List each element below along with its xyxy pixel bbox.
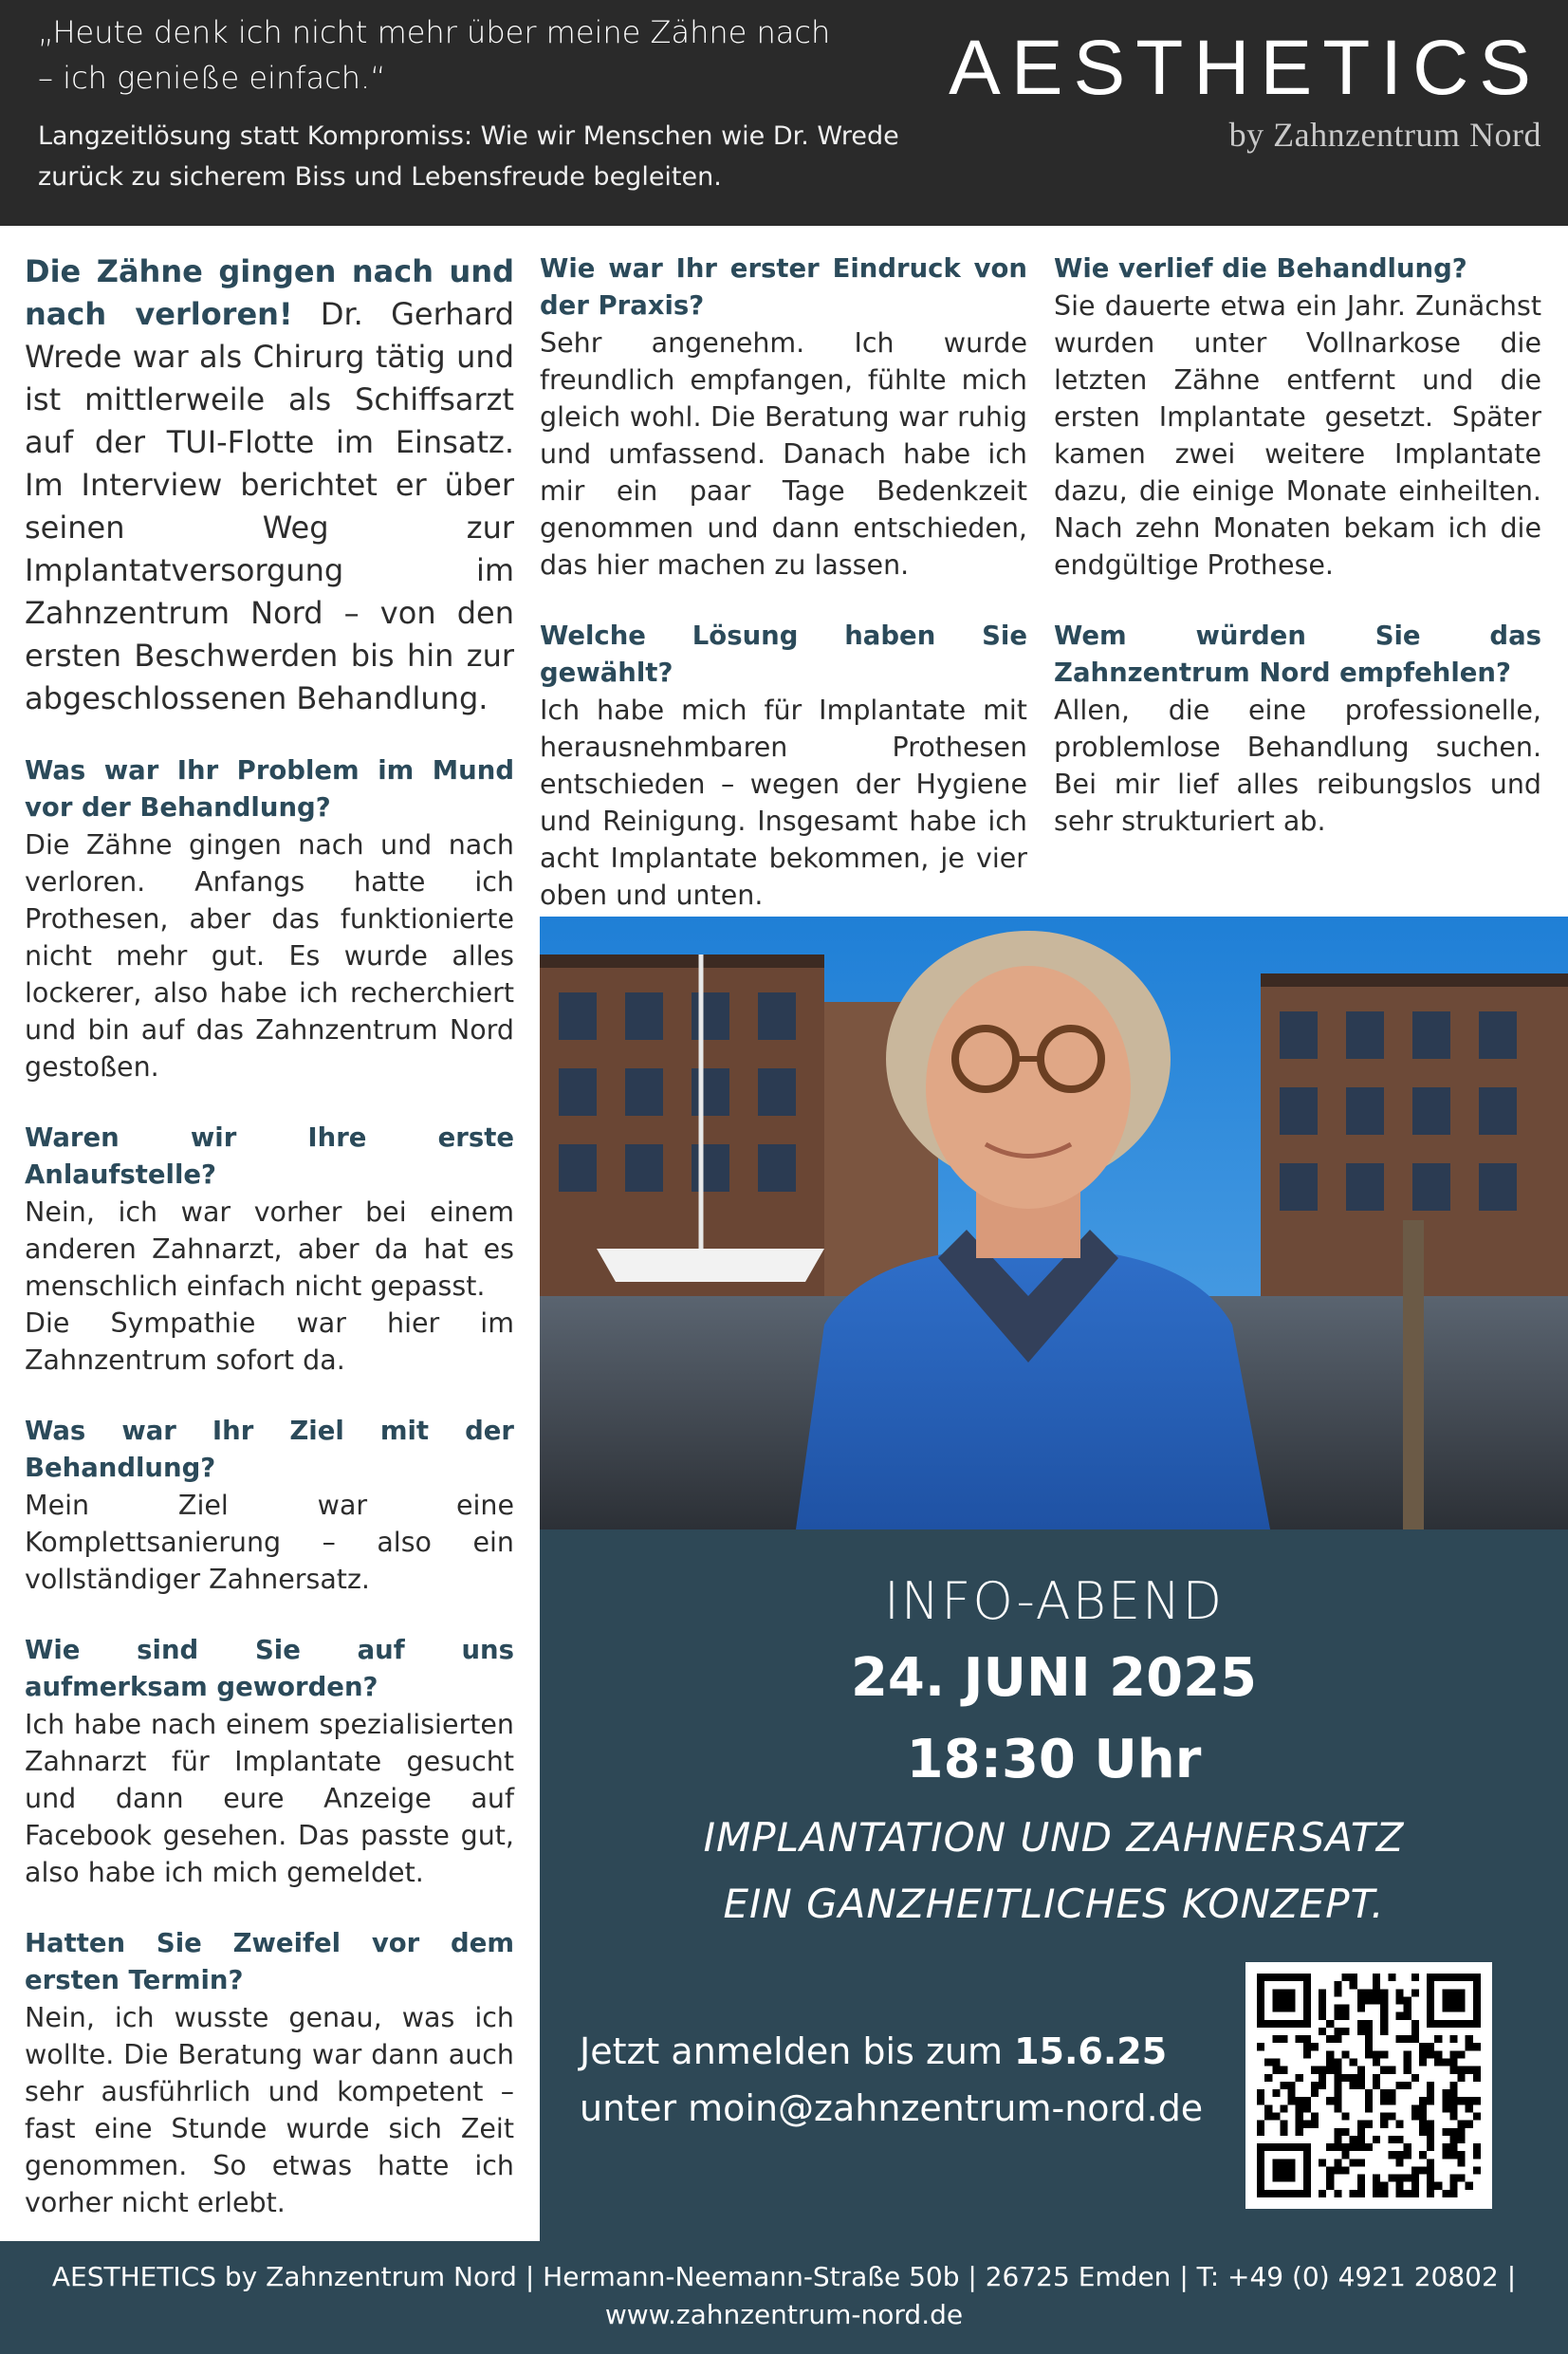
answer: Sie dauerte etwa ein Jahr. Zunächst wurden unter Vollnarkose die letzten Zähne entfernt und die ersten Implantate gesetzt. Später kamen zwei weitere Implantate dazu, die einige Monate einheilten. Nach zehn Monaten bekam ich die endgültige Prothese. [1054,290,1541,581]
answer: Ich habe nach einem spezialisierten Zahnarzt für Implantate gesucht und dann eure Anzeige auf Facebook gesehen. Das passte gut, also habe ich mich gemeldet. [25,1709,514,1888]
intro-lead: Die Zähne gingen nach und nach verloren! [25,253,514,332]
answer: Nein, ich wusste genau, was ich wollte. Die Beratung war dann auch sehr ausführlich und kompetent – fast eine Stunde wurde sich Zeit genommen. So etwas hatte ich vorher nicht erlebt. [25,2002,514,2218]
header-banner [0,0,1568,226]
info-topic-line-1: IMPLANTATION UND ZAHNERSATZ [703,1814,1405,1861]
portrait-illustration [540,917,1568,1529]
info-evening-panel [540,1529,1568,2241]
registration-prefix: Jetzt anmelden bis zum [580,2030,1015,2072]
question: Hatten Sie Zweifel vor dem ersten Termin? [25,1928,514,1995]
question: Wie war Ihr erster Eindruck von der Praxis? [540,253,1027,321]
qr-code-icon[interactable] [1245,1962,1492,2209]
subline-line-2: zurück zu sicherem Biss und Lebensfreude begleiten. [38,162,722,192]
brand-logo [949,23,1541,155]
registration-email[interactable]: unter moin@zahnzentrum-nord.de [580,2087,1204,2129]
qa-block [25,1120,514,1379]
qa-block [1054,618,1541,840]
brand-title: AESTHETICS [949,25,1541,111]
answer: Allen, die eine professionelle, problemlose Behandlung suchen. Bei mir lief alles reibungslos und sehr strukturiert ab. [1054,695,1541,837]
question: Waren wir Ihre erste Anlaufstelle? [25,1122,514,1190]
brand-subtitle: by Zahnzentrum Nord [1228,116,1541,154]
headline-quote [38,9,892,101]
registration-date: 15.6.25 [1014,2030,1168,2072]
answer: Die Sympathie war hier im Zahnzentrum sofort da. [25,1307,514,1376]
answer: Sehr angenehm. Ich wurde freundlich empfangen, fühlte mich gleich wohl. Die Beratung war ruhig und umfassend. Danach habe ich mir ein paar Tage Bedenkzeit genommen und dann entschieden, das hier machen zu lassen. [540,327,1027,581]
qr-code-graphic [1257,1974,1481,2197]
intro-text: Dr. Gerhard Wrede war als Chirurg tätig und ist mittlerweile als Schiffsarzt auf der TUI-Flotte im Einsatz. Im Interview berichtet er über seinen Weg zur Implantatversorgung im Zahnzentrum Nord – von den ersten Beschwerden bis hin zur abgeschlossenen Behandlung. [25,296,514,716]
subline-line-1: Langzeitlösung statt Kompromiss: Wie wir Menschen wie Dr. Wrede [38,121,899,151]
article-column-3 [1054,250,1541,874]
question: Was war Ihr Problem im Mund vor der Behandlung? [25,755,514,823]
registration-deadline [580,2023,1203,2080]
article-column-2 [540,250,1027,948]
footer-contact [0,2241,1568,2354]
qa-block [25,1413,514,1598]
info-topic-line-2: EIN GANZHEITLICHES KONZEPT. [723,1881,1385,1927]
footer-website[interactable]: www.zahnzentrum-nord.de [604,2299,964,2330]
answer: Mein Ziel war eine Komplettsanierung – also ein vollständiger Zahnersatz. [25,1490,514,1595]
info-title: INFO-ABEND [883,1571,1225,1631]
registration-info [580,2023,1203,2137]
answer: Nein, ich war vorher bei einem anderen Zahnarzt, aber da hat es menschlich einfach nicht gepasst. [25,1196,514,1302]
qa-block [25,1925,514,2221]
qa-block [1054,250,1541,584]
quote-line-2: – ich genieße einfach.“ [38,60,386,96]
qa-block [25,1632,514,1891]
question: Wie sind Sie auf uns aufmerksam geworden? [25,1635,514,1702]
footer-address: AESTHETICS by Zahnzentrum Nord | Hermann-Neemann-Straße 50b | 26725 Emden | T: +49 (0) 4921 20802 | [51,2261,1517,2292]
qa-block [540,250,1027,584]
article-intro [25,250,514,720]
info-date: 24. JUNI 2025 [850,1647,1258,1709]
headline-subline [38,116,949,197]
article-column-1 [25,250,514,2255]
question: Wem würden Sie das Zahnzentrum Nord empfehlen? [1054,621,1541,688]
qa-block [25,752,514,1085]
portrait-photo [540,917,1568,1529]
answer: Die Zähne gingen nach und nach verloren. Anfangs hatte ich Prothesen, aber das funktionierte nicht mehr gut. Es wurde alles lockerer, also habe ich recherchiert und bin auf das Zahnzentrum Nord gestoßen. [25,829,514,1083]
question: Was war Ihr Ziel mit der Behandlung? [25,1416,514,1483]
qa-block [540,618,1027,914]
quote-line-1: „Heute denk ich nicht mehr über meine Zähne nach [38,14,831,50]
info-time: 18:30 Uhr [906,1729,1202,1790]
question: Welche Lösung haben Sie gewählt? [540,621,1027,688]
answer: Ich habe mich für Implantate mit herausnehmbaren Prothesen entschieden – wegen der Hygiene und Reinigung. Insgesamt habe ich acht Implantate bekommen, je vier oben und unten. [540,695,1027,911]
question: Wie verlief die Behandlung? [1054,253,1467,284]
